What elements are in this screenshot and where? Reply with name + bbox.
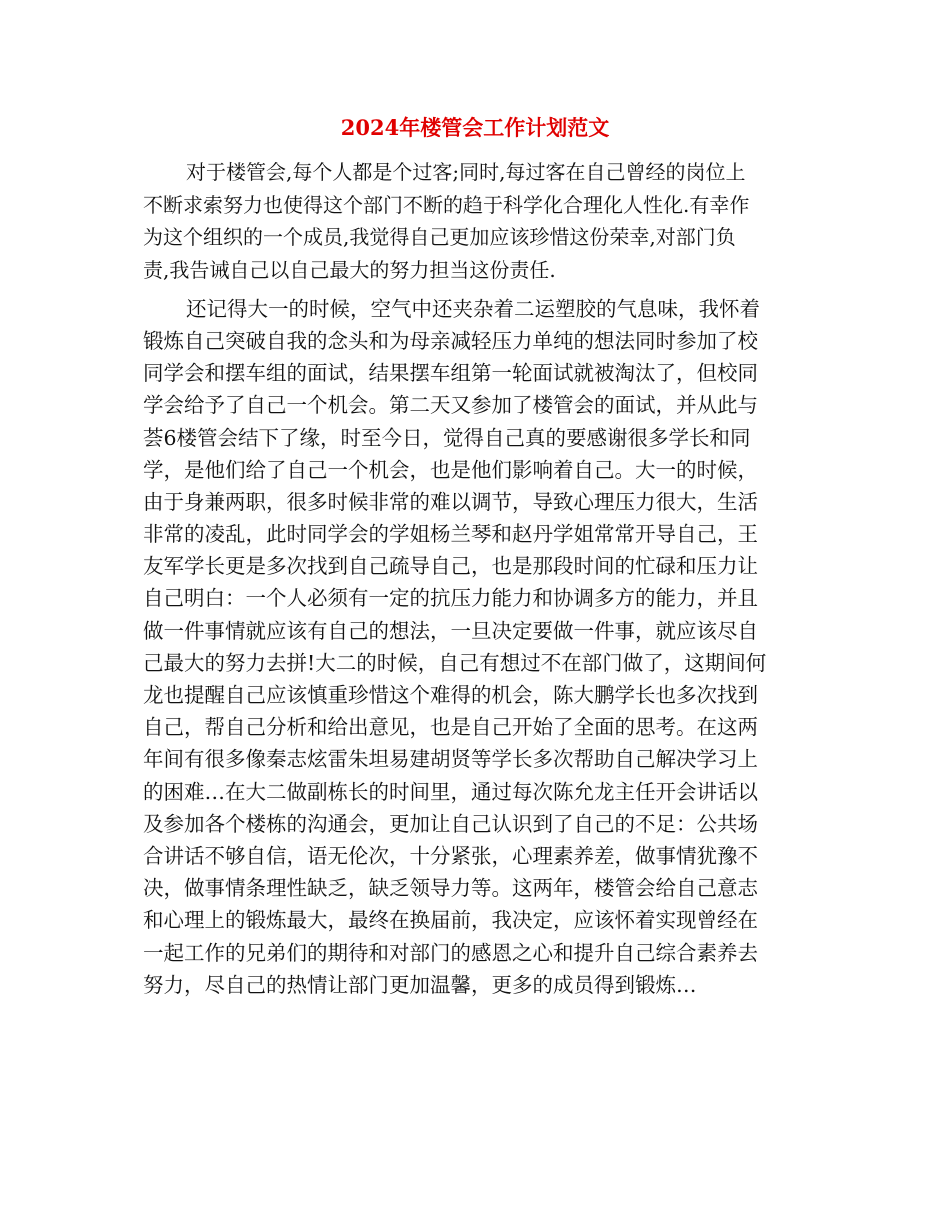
paragraph-line: 学，是他们给了自己一个机会，也是他们影响着自己。大一的时候， bbox=[143, 457, 758, 482]
paragraph-line: 龙也提醒自己应该慎重珍惜这个难得的机会，陈大鹏学长也多次找到 bbox=[143, 683, 758, 707]
paragraph-line: 合讲话不够自信，语无伦次，十分紧张，心理素养差，做事情犹豫不 bbox=[143, 843, 758, 868]
document-body bbox=[143, 156, 811, 1001]
paragraph-line: 学会给予了自己一个机会。第二天又参加了楼管会的面试，并从此与 bbox=[143, 393, 758, 418]
paragraph-line: 年间有很多像秦志炫雷朱坦易建胡贤等学长多次帮助自己解决学习上 bbox=[143, 747, 758, 772]
paragraph-line: 己最大的努力去拼!大二的时候，自己有想过不在部门做了，这期间何 bbox=[143, 650, 767, 675]
paragraph-line: 责,我告诫自己以自己最大的努力担当这份责任. bbox=[143, 258, 556, 283]
document-title: 2024年楼管会工作计划范文 bbox=[340, 115, 610, 140]
paragraph-line: 不断求索努力也使得这个部门不断的趋于科学化合理化人性化.有幸作 bbox=[143, 192, 750, 217]
paragraph-line: 还记得大一的时候，空气中还夹杂着二运塑胶的气息味，我怀着 bbox=[186, 296, 760, 321]
paragraph-line: 决，做事情条理性缺乏，缺乏领导力等。这两年，楼管会给自己意志 bbox=[143, 876, 758, 901]
paragraph-line: 努力，尽自己的热情让部门更加温馨，更多的成员得到锻炼… bbox=[143, 972, 697, 997]
paragraph-line: 锻炼自己突破自我的念头和为母亲减轻压力单纯的想法同时参加了校 bbox=[143, 328, 758, 353]
paragraph-1 bbox=[143, 156, 811, 287]
paragraph-line: 和心理上的锻炼最大，最终在换届前，我决定，应该怀着实现曾经在 bbox=[143, 908, 758, 933]
paragraph-line: 由于身兼两职，很多时候非常的难以调节，导致心理压力很大，生活 bbox=[143, 489, 758, 514]
paragraph-line: 的困难…在大二做副栋长的时间里，通过每次陈允龙主任开会讲话以 bbox=[143, 779, 758, 804]
paragraph-line: 对于楼管会,每个人都是个过客;同时,每过客在自己曾经的岗位上 bbox=[186, 160, 746, 184]
paragraph-line: 非常的凌乱，此时同学会的学姐杨兰琴和赵丹学姐常常开导自己，王 bbox=[143, 522, 758, 547]
paragraph-line: 一起工作的兄弟们的期待和对部门的感恩之心和提升自己综合素养去 bbox=[143, 940, 758, 965]
paragraph-line: 自己明白：一个人必须有一定的抗压力能力和协调多方的能力，并且 bbox=[143, 586, 758, 611]
paragraph-line: 做一件事情就应该有自己的想法，一旦决定要做一件事，就应该尽自 bbox=[143, 618, 758, 643]
paragraph-line: 友军学长更是多次找到自己疏导自己，也是那段时间的忙碌和压力让 bbox=[143, 554, 758, 579]
paragraph-2 bbox=[143, 293, 811, 1001]
paragraph-line: 为这个组织的一个成员,我觉得自己更加应该珍惜这份荣幸,对部门负 bbox=[143, 225, 736, 250]
paragraph-line: 及参加各个楼栋的沟通会，更加让自己认识到了自己的不足：公共场 bbox=[143, 811, 758, 836]
paragraph-line: 同学会和摆车组的面试，结果摆车组第一轮面试就被淘汰了，但校同 bbox=[143, 361, 758, 386]
paragraph-line: 荟6楼管会结下了缘，时至今日，觉得自己真的要感谢很多学长和同 bbox=[143, 425, 751, 450]
paragraph-line: 自己，帮自己分析和给出意见，也是自己开始了全面的思考。在这两 bbox=[143, 715, 758, 740]
